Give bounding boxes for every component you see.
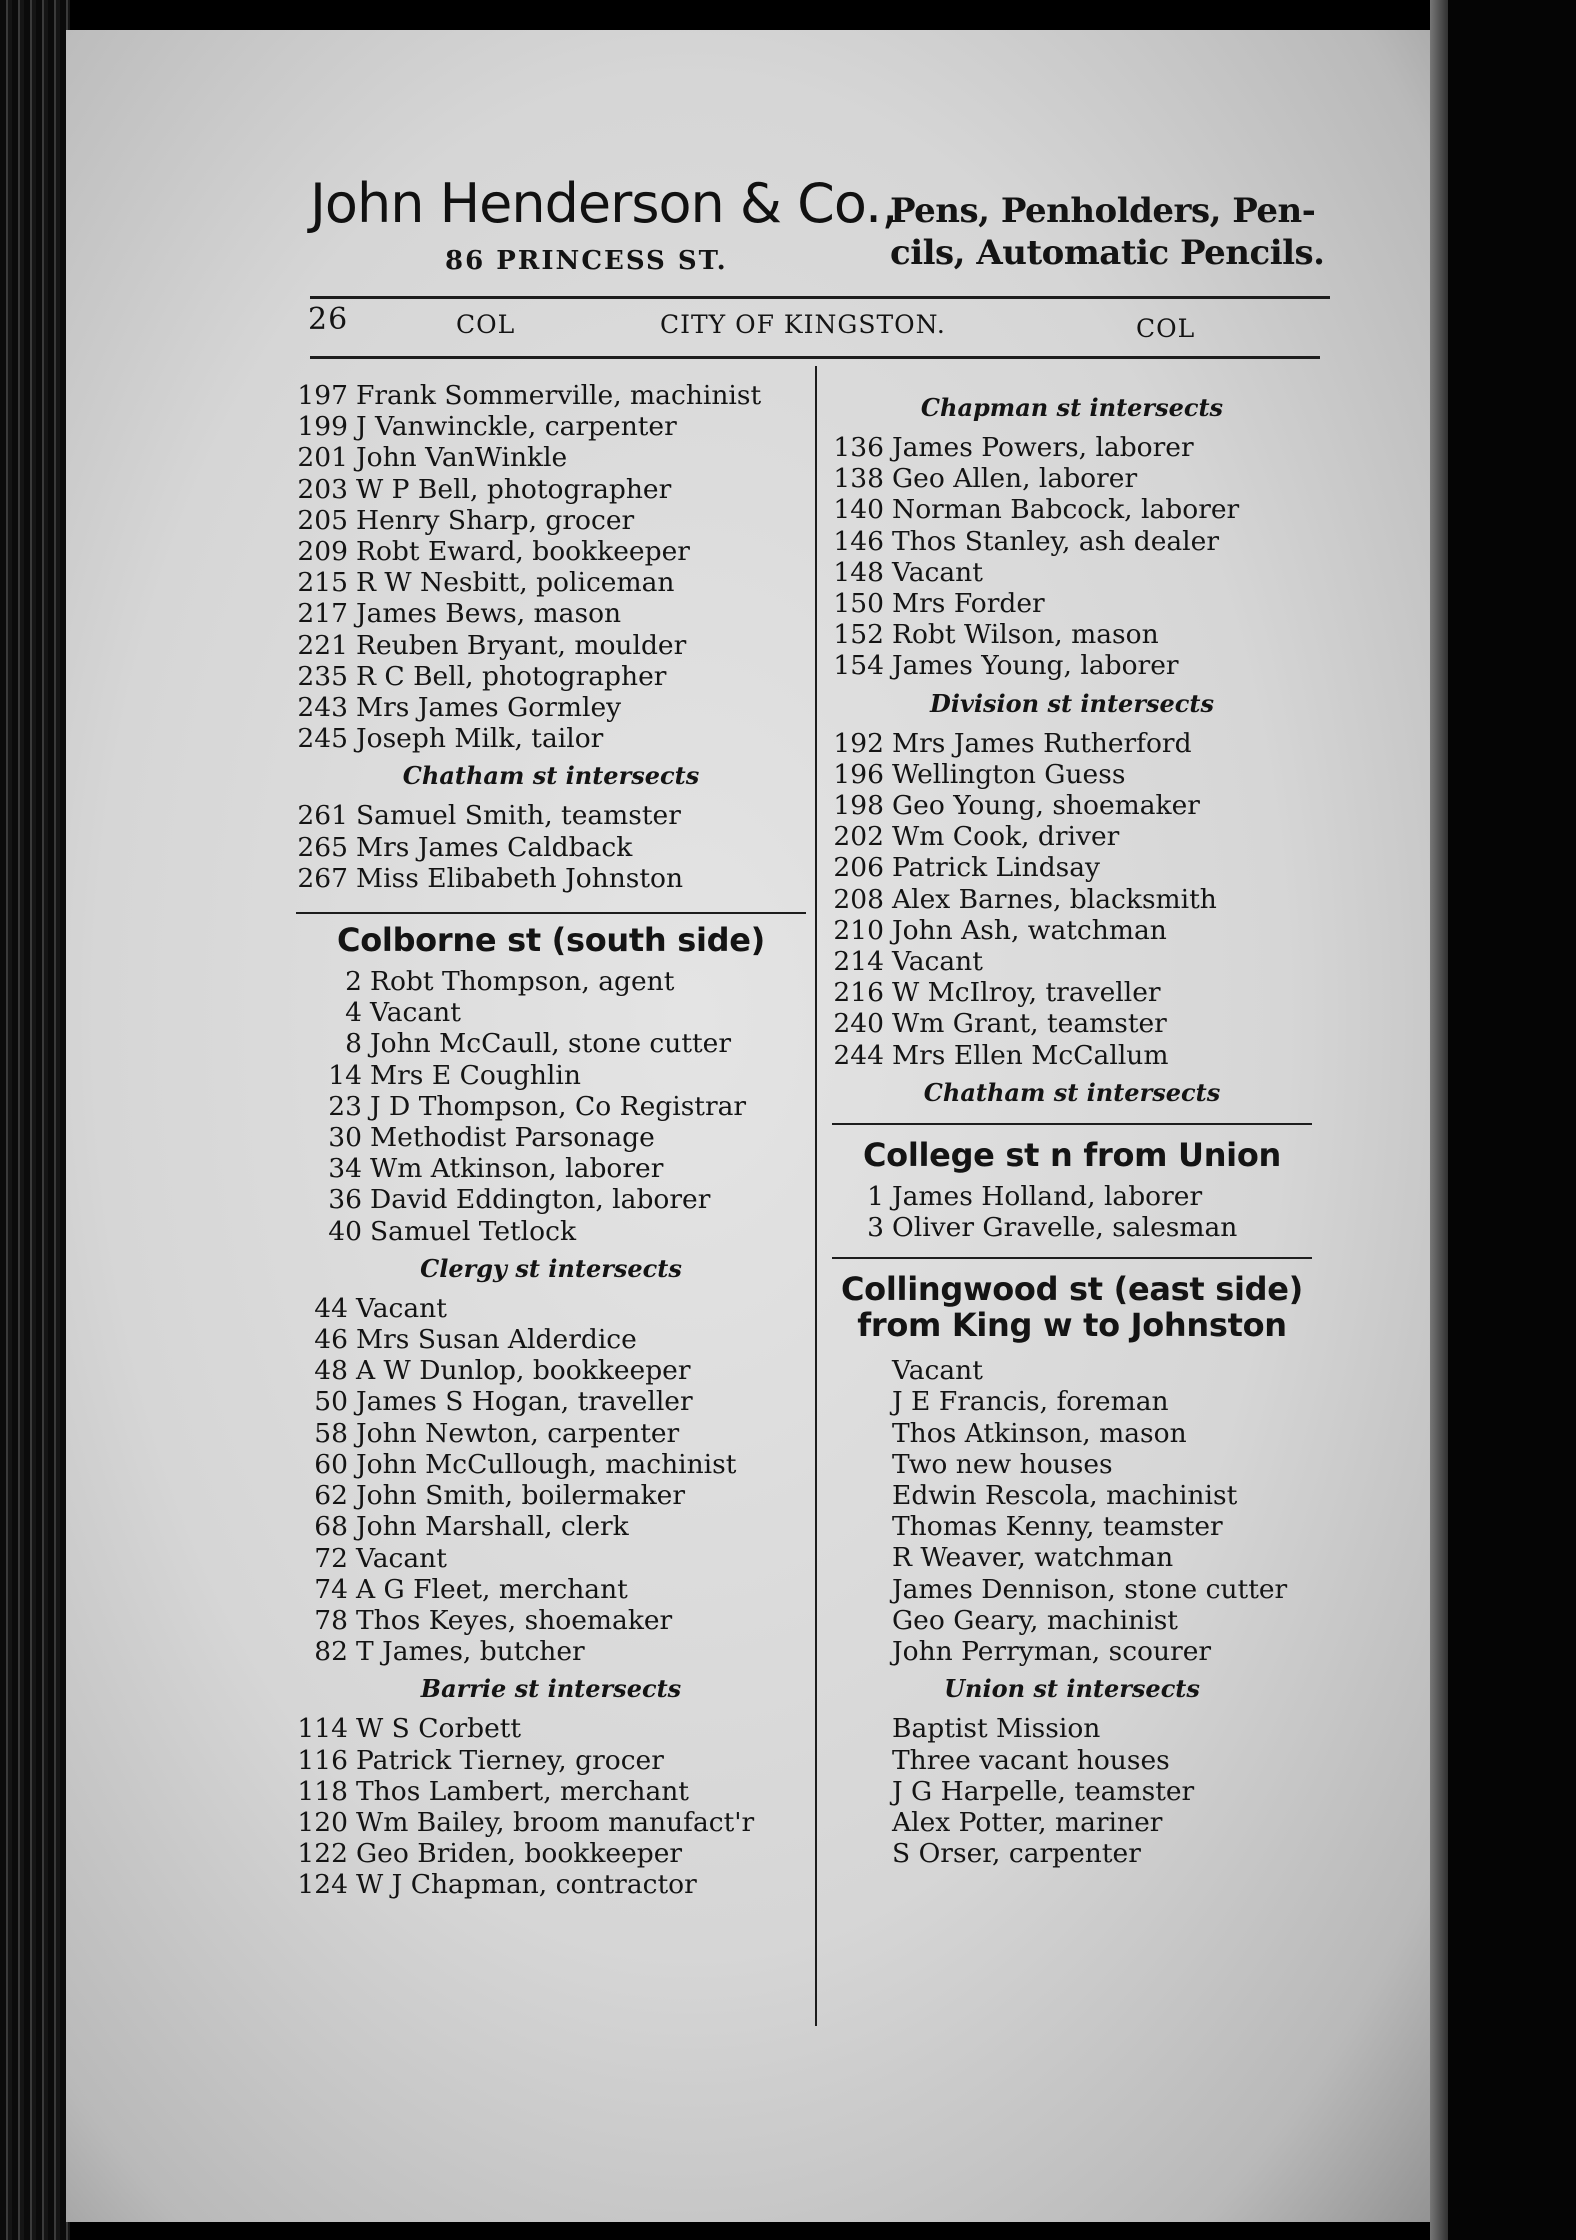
directory-entry [310, 1216, 806, 1247]
entry-group [296, 966, 806, 1247]
resident-name: T James, butcher [356, 1636, 585, 1668]
directory-entry [296, 692, 806, 723]
directory-entry [832, 1212, 1312, 1243]
directory-entry [832, 915, 1312, 946]
resident-name: Mrs James Gormley [356, 692, 622, 724]
directory-entry [832, 821, 1312, 852]
house-number: 114 [297, 1713, 348, 1745]
house-number: 261 [297, 800, 348, 832]
house-number: 209 [297, 536, 348, 568]
section-rule [832, 1123, 1312, 1125]
house-number: 2 [345, 966, 362, 998]
house-number: 245 [297, 723, 348, 755]
resident-name: Alex Barnes, blacksmith [892, 883, 1217, 915]
directory-entry [296, 411, 806, 442]
resident-name: Robt Wilson, mason [892, 619, 1159, 651]
resident-name: John McCaull, stone cutter [370, 1028, 731, 1060]
house-number: 265 [297, 831, 348, 863]
intersection-note: Chatham st intersects [402, 761, 700, 791]
resident-name: Baptist Mission [892, 1713, 1101, 1745]
house-number: 202 [833, 821, 884, 853]
running-head-title: CITY OF KINGSTON. [660, 310, 946, 339]
house-number: 78 [314, 1604, 348, 1636]
entry-group [832, 1355, 1312, 1667]
resident-name: James S Hogan, traveller [356, 1386, 693, 1418]
house-number: 235 [297, 660, 348, 692]
resident-name: S Orser, carpenter [892, 1838, 1141, 1870]
house-number: 124 [297, 1869, 348, 1901]
directory-entry [832, 588, 1312, 619]
resident-name: Oliver Gravelle, salesman [892, 1212, 1238, 1244]
directory-entry [832, 526, 1312, 557]
resident-name: Thos Stanley, ash dealer [892, 525, 1220, 557]
directory-entry [296, 800, 806, 831]
directory-entry [832, 1542, 1312, 1573]
house-number: 205 [297, 504, 348, 536]
resident-name: Three vacant houses [892, 1744, 1170, 1776]
house-number: 60 [314, 1448, 348, 1480]
house-number: 267 [297, 862, 348, 894]
running-head-right: COL [1136, 314, 1196, 343]
directory-entry [296, 505, 806, 536]
house-number: 244 [833, 1039, 884, 1071]
entry-group [832, 1713, 1312, 1869]
directory-entry [296, 598, 806, 629]
resident-name: Geo Young, shoemaker [892, 790, 1200, 822]
house-number: 199 [297, 411, 348, 443]
resident-name: Vacant [892, 1355, 983, 1387]
resident-name: J E Francis, foreman [892, 1386, 1169, 1418]
running-head-left: COL [456, 310, 516, 339]
directory-entry [296, 630, 806, 661]
resident-name: J D Thompson, Co Registrar [370, 1090, 747, 1122]
resident-name: Norman Babcock, laborer [892, 494, 1240, 526]
resident-name: Samuel Smith, teamster [356, 800, 681, 832]
intersection-note: Union st intersects [944, 1674, 1200, 1704]
resident-name: W P Bell, photographer [356, 473, 672, 505]
resident-name: Mrs E Coughlin [370, 1059, 581, 1091]
directory-entry [296, 1776, 806, 1807]
resident-name: Vacant [892, 946, 983, 978]
directory-entry [832, 494, 1312, 525]
house-number: 216 [833, 977, 884, 1009]
house-number: 152 [833, 619, 884, 651]
resident-name: Patrick Lindsay [892, 852, 1101, 884]
house-number: 146 [833, 525, 884, 557]
directory-entry [310, 966, 806, 997]
house-number: 23 [328, 1090, 362, 1122]
directory-entry [296, 1574, 806, 1605]
house-number: 138 [833, 463, 884, 495]
house-number: 44 [314, 1292, 348, 1324]
resident-name: Vacant [370, 997, 461, 1029]
directory-entry [296, 1713, 806, 1744]
directory-entry [832, 1713, 1312, 1744]
resident-name: W McIlroy, traveller [892, 977, 1161, 1009]
resident-name: W J Chapman, contractor [356, 1869, 697, 1901]
directory-entry [296, 832, 806, 863]
directory-entry [832, 1745, 1312, 1776]
resident-name: Mrs Ellen McCallum [892, 1039, 1169, 1071]
section-rule [296, 912, 806, 914]
intersection-note: Barrie st intersects [420, 1674, 682, 1704]
house-number: 203 [297, 473, 348, 505]
resident-name: James Young, laborer [892, 650, 1179, 682]
house-number: 34 [328, 1153, 362, 1185]
directory-entry [310, 1122, 806, 1153]
house-number: 40 [328, 1215, 362, 1247]
resident-name: R C Bell, photographer [356, 660, 667, 692]
house-number: 208 [833, 883, 884, 915]
advertisement-header [310, 172, 1330, 302]
directory-entry [296, 723, 806, 754]
directory-entry [310, 1028, 806, 1059]
page-number: 26 [308, 302, 349, 337]
house-number: 148 [833, 556, 884, 588]
directory-entry [296, 1324, 806, 1355]
house-number: 48 [314, 1355, 348, 1387]
resident-name: Wm Bailey, broom manufact'r [356, 1806, 755, 1838]
house-number: 196 [833, 758, 884, 790]
resident-name: Wm Atkinson, laborer [370, 1153, 664, 1185]
directory-entry [832, 432, 1312, 463]
resident-name: John Marshall, clerk [356, 1511, 629, 1543]
directory-entry [296, 1293, 806, 1324]
house-number: 82 [314, 1636, 348, 1668]
resident-name: Thos Keyes, shoemaker [356, 1604, 673, 1636]
resident-name: John Ash, watchman [892, 914, 1167, 946]
resident-name: Alex Potter, mariner [892, 1806, 1163, 1838]
resident-name: Vacant [892, 556, 983, 588]
resident-name: Methodist Parsonage [370, 1122, 655, 1154]
directory-entry [832, 1040, 1312, 1071]
house-number: 30 [328, 1122, 362, 1154]
house-number: 122 [297, 1838, 348, 1870]
house-number: 198 [833, 790, 884, 822]
directory-entry [296, 380, 806, 411]
directory-entry [310, 1184, 806, 1215]
advertisement-text [890, 190, 1330, 274]
directory-entry [832, 1449, 1312, 1480]
house-number: 4 [345, 997, 362, 1029]
house-number: 221 [297, 629, 348, 661]
directory-entry [296, 1449, 806, 1480]
house-number: 150 [833, 588, 884, 620]
house-number: 140 [833, 494, 884, 526]
street-heading: Colborne st (south side) [337, 921, 765, 960]
directory-entry [296, 1869, 806, 1900]
directory-entry [832, 759, 1312, 790]
resident-name: John VanWinkle [356, 442, 568, 474]
directory-entry [296, 1355, 806, 1386]
directory-entry [832, 1838, 1312, 1869]
house-number: 3 [867, 1212, 884, 1244]
directory-entry [310, 1153, 806, 1184]
resident-name: John Perryman, scourer [892, 1636, 1212, 1668]
street-heading: College st n from Union [862, 1135, 1282, 1174]
entry-group [832, 728, 1312, 1071]
resident-name: Reuben Bryant, moulder [356, 629, 687, 661]
section-rule [832, 1257, 1312, 1259]
directory-entry [832, 1807, 1312, 1838]
resident-name: James Bews, mason [356, 598, 622, 630]
directory-entry [296, 1605, 806, 1636]
directory-entry [832, 1636, 1312, 1667]
directory-entry [832, 1605, 1312, 1636]
directory-entry [832, 728, 1312, 759]
directory-entry [310, 997, 806, 1028]
directory-entry [296, 442, 806, 473]
house-number: 68 [314, 1511, 348, 1543]
house-number: 8 [345, 1028, 362, 1060]
running-head-rule [310, 356, 1320, 359]
directory-entry [296, 1511, 806, 1542]
entry-group [832, 432, 1312, 682]
house-number: 201 [297, 442, 348, 474]
scan-dark-margin [1448, 0, 1576, 2240]
page-fold-shadow [1430, 0, 1450, 2240]
running-head [308, 302, 1328, 352]
directory-entry [296, 1543, 806, 1574]
resident-name: James Dennison, stone cutter [892, 1573, 1288, 1605]
directory-entry [310, 1091, 806, 1122]
resident-name: John Newton, carpenter [356, 1417, 680, 1449]
resident-name: Wm Grant, teamster [892, 1008, 1167, 1040]
resident-name: Robt Eward, bookkeeper [356, 536, 690, 568]
resident-name: J G Harpelle, teamster [892, 1775, 1195, 1807]
resident-name: Frank Sommerville, machinist [356, 380, 762, 411]
house-number: 46 [314, 1324, 348, 1356]
resident-name: Mrs Forder [892, 588, 1045, 620]
house-number: 1 [867, 1180, 884, 1212]
house-number: 120 [297, 1806, 348, 1838]
entry-group [296, 380, 806, 754]
house-number: 214 [833, 946, 884, 978]
intersection-note: Chatham st intersects [923, 1077, 1221, 1107]
resident-name: Samuel Tetlock [370, 1215, 577, 1247]
ad-line-1: Pens, Penholders, Pen- [890, 191, 1316, 231]
resident-name: John Smith, boilermaker [356, 1480, 686, 1512]
directory-entry [310, 1060, 806, 1091]
directory-entry [832, 1480, 1312, 1511]
resident-name: Miss Elibabeth Johnston [356, 862, 684, 894]
directory-entry [832, 619, 1312, 650]
header-rule [310, 296, 1330, 299]
directory-entry [296, 1386, 806, 1417]
resident-name: James Holland, laborer [892, 1180, 1203, 1212]
resident-name: John McCullough, machinist [356, 1448, 737, 1480]
resident-name: Geo Geary, machinist [892, 1604, 1178, 1636]
house-number: 36 [328, 1184, 362, 1216]
directory-entry [296, 1838, 806, 1869]
resident-name: Thos Lambert, merchant [356, 1775, 689, 1807]
resident-name: Mrs James Rutherford [892, 727, 1192, 759]
resident-name: Vacant [356, 1292, 447, 1324]
directory-entry [832, 1181, 1312, 1212]
entry-group [296, 1713, 806, 1900]
house-number: 72 [314, 1542, 348, 1574]
resident-name: Wellington Guess [892, 758, 1126, 790]
directory-entry [832, 1386, 1312, 1417]
house-number: 118 [297, 1775, 348, 1807]
directory-entry [832, 977, 1312, 1008]
directory-entry [832, 1355, 1312, 1386]
directory-entry [832, 463, 1312, 494]
directory-entry [296, 1745, 806, 1776]
left-column [296, 380, 806, 1901]
company-name: John Henderson & Co., [310, 172, 898, 235]
resident-name: J Vanwinckle, carpenter [356, 411, 677, 443]
directory-entry [296, 1807, 806, 1838]
directory-entry [832, 650, 1312, 681]
directory-entry [832, 946, 1312, 977]
ad-line-2: cils, Automatic Pencils. [890, 233, 1325, 273]
house-number: 197 [297, 380, 348, 411]
street-heading: from King w to Johnston [857, 1306, 1287, 1345]
right-column [832, 386, 1312, 1869]
intersection-note: Division st intersects [930, 688, 1214, 718]
house-number: 74 [314, 1573, 348, 1605]
column-divider [815, 366, 817, 2026]
house-number: 14 [328, 1059, 362, 1091]
directory-entry [832, 557, 1312, 588]
house-number: 116 [297, 1744, 348, 1776]
directory-entry [832, 1574, 1312, 1605]
resident-name: Vacant [356, 1542, 447, 1574]
directory-entry [296, 1636, 806, 1667]
entry-group [296, 800, 806, 894]
intersection-note: Clergy st intersects [420, 1253, 682, 1283]
resident-name: Joseph Milk, tailor [356, 723, 604, 755]
directory-entry [832, 1776, 1312, 1807]
house-number: 154 [833, 650, 884, 682]
directory-entry [832, 852, 1312, 883]
directory-entry [296, 536, 806, 567]
resident-name: Mrs Susan Alderdice [356, 1324, 637, 1356]
book-spine-edge [0, 0, 70, 2240]
house-number: 58 [314, 1417, 348, 1449]
directory-entry [296, 474, 806, 505]
resident-name: James Powers, laborer [892, 432, 1194, 463]
resident-name: Patrick Tierney, grocer [356, 1744, 664, 1776]
resident-name: Geo Briden, bookkeeper [356, 1838, 683, 1870]
house-number: 240 [833, 1008, 884, 1040]
resident-name: David Eddington, laborer [370, 1184, 711, 1216]
street-heading: Collingwood st (east side) [841, 1270, 1303, 1309]
resident-name: R Weaver, watchman [892, 1542, 1174, 1574]
house-number: 243 [297, 692, 348, 724]
resident-name: Thomas Kenny, teamster [892, 1511, 1223, 1543]
resident-name: R W Nesbitt, policeman [356, 567, 675, 599]
directory-entry [832, 1511, 1312, 1542]
house-number: 217 [297, 598, 348, 630]
directory-entry [296, 863, 806, 894]
directory-entry [296, 567, 806, 598]
directory-entry [832, 884, 1312, 915]
house-number: 192 [833, 727, 884, 759]
house-number: 215 [297, 567, 348, 599]
resident-name: Geo Allen, laborer [892, 463, 1138, 495]
directory-entry [832, 1008, 1312, 1039]
resident-name: Two new houses [892, 1448, 1113, 1480]
resident-name: Robt Thompson, agent [370, 966, 675, 998]
directory-entry [296, 1480, 806, 1511]
company-address: 86 PRINCESS ST. [445, 246, 728, 276]
resident-name: Mrs James Caldback [356, 831, 633, 863]
resident-name: W S Corbett [356, 1713, 522, 1745]
house-number: 136 [833, 432, 884, 463]
house-number: 206 [833, 852, 884, 884]
house-number: 50 [314, 1386, 348, 1418]
intersection-note: Chapman st intersects [920, 393, 1224, 422]
entry-group [296, 1293, 806, 1667]
directory-entry [832, 1418, 1312, 1449]
directory-entry [296, 1418, 806, 1449]
resident-name: A W Dunlop, bookkeeper [356, 1355, 691, 1387]
directory-entry [296, 661, 806, 692]
resident-name: A G Fleet, merchant [356, 1573, 628, 1605]
house-number: 210 [833, 914, 884, 946]
resident-name: Edwin Rescola, machinist [892, 1480, 1238, 1512]
house-number: 62 [314, 1480, 348, 1512]
resident-name: Thos Atkinson, mason [892, 1417, 1187, 1449]
entry-group [832, 1181, 1312, 1243]
resident-name: Wm Cook, driver [892, 821, 1120, 853]
resident-name: Henry Sharp, grocer [356, 504, 635, 536]
directory-entry [832, 790, 1312, 821]
